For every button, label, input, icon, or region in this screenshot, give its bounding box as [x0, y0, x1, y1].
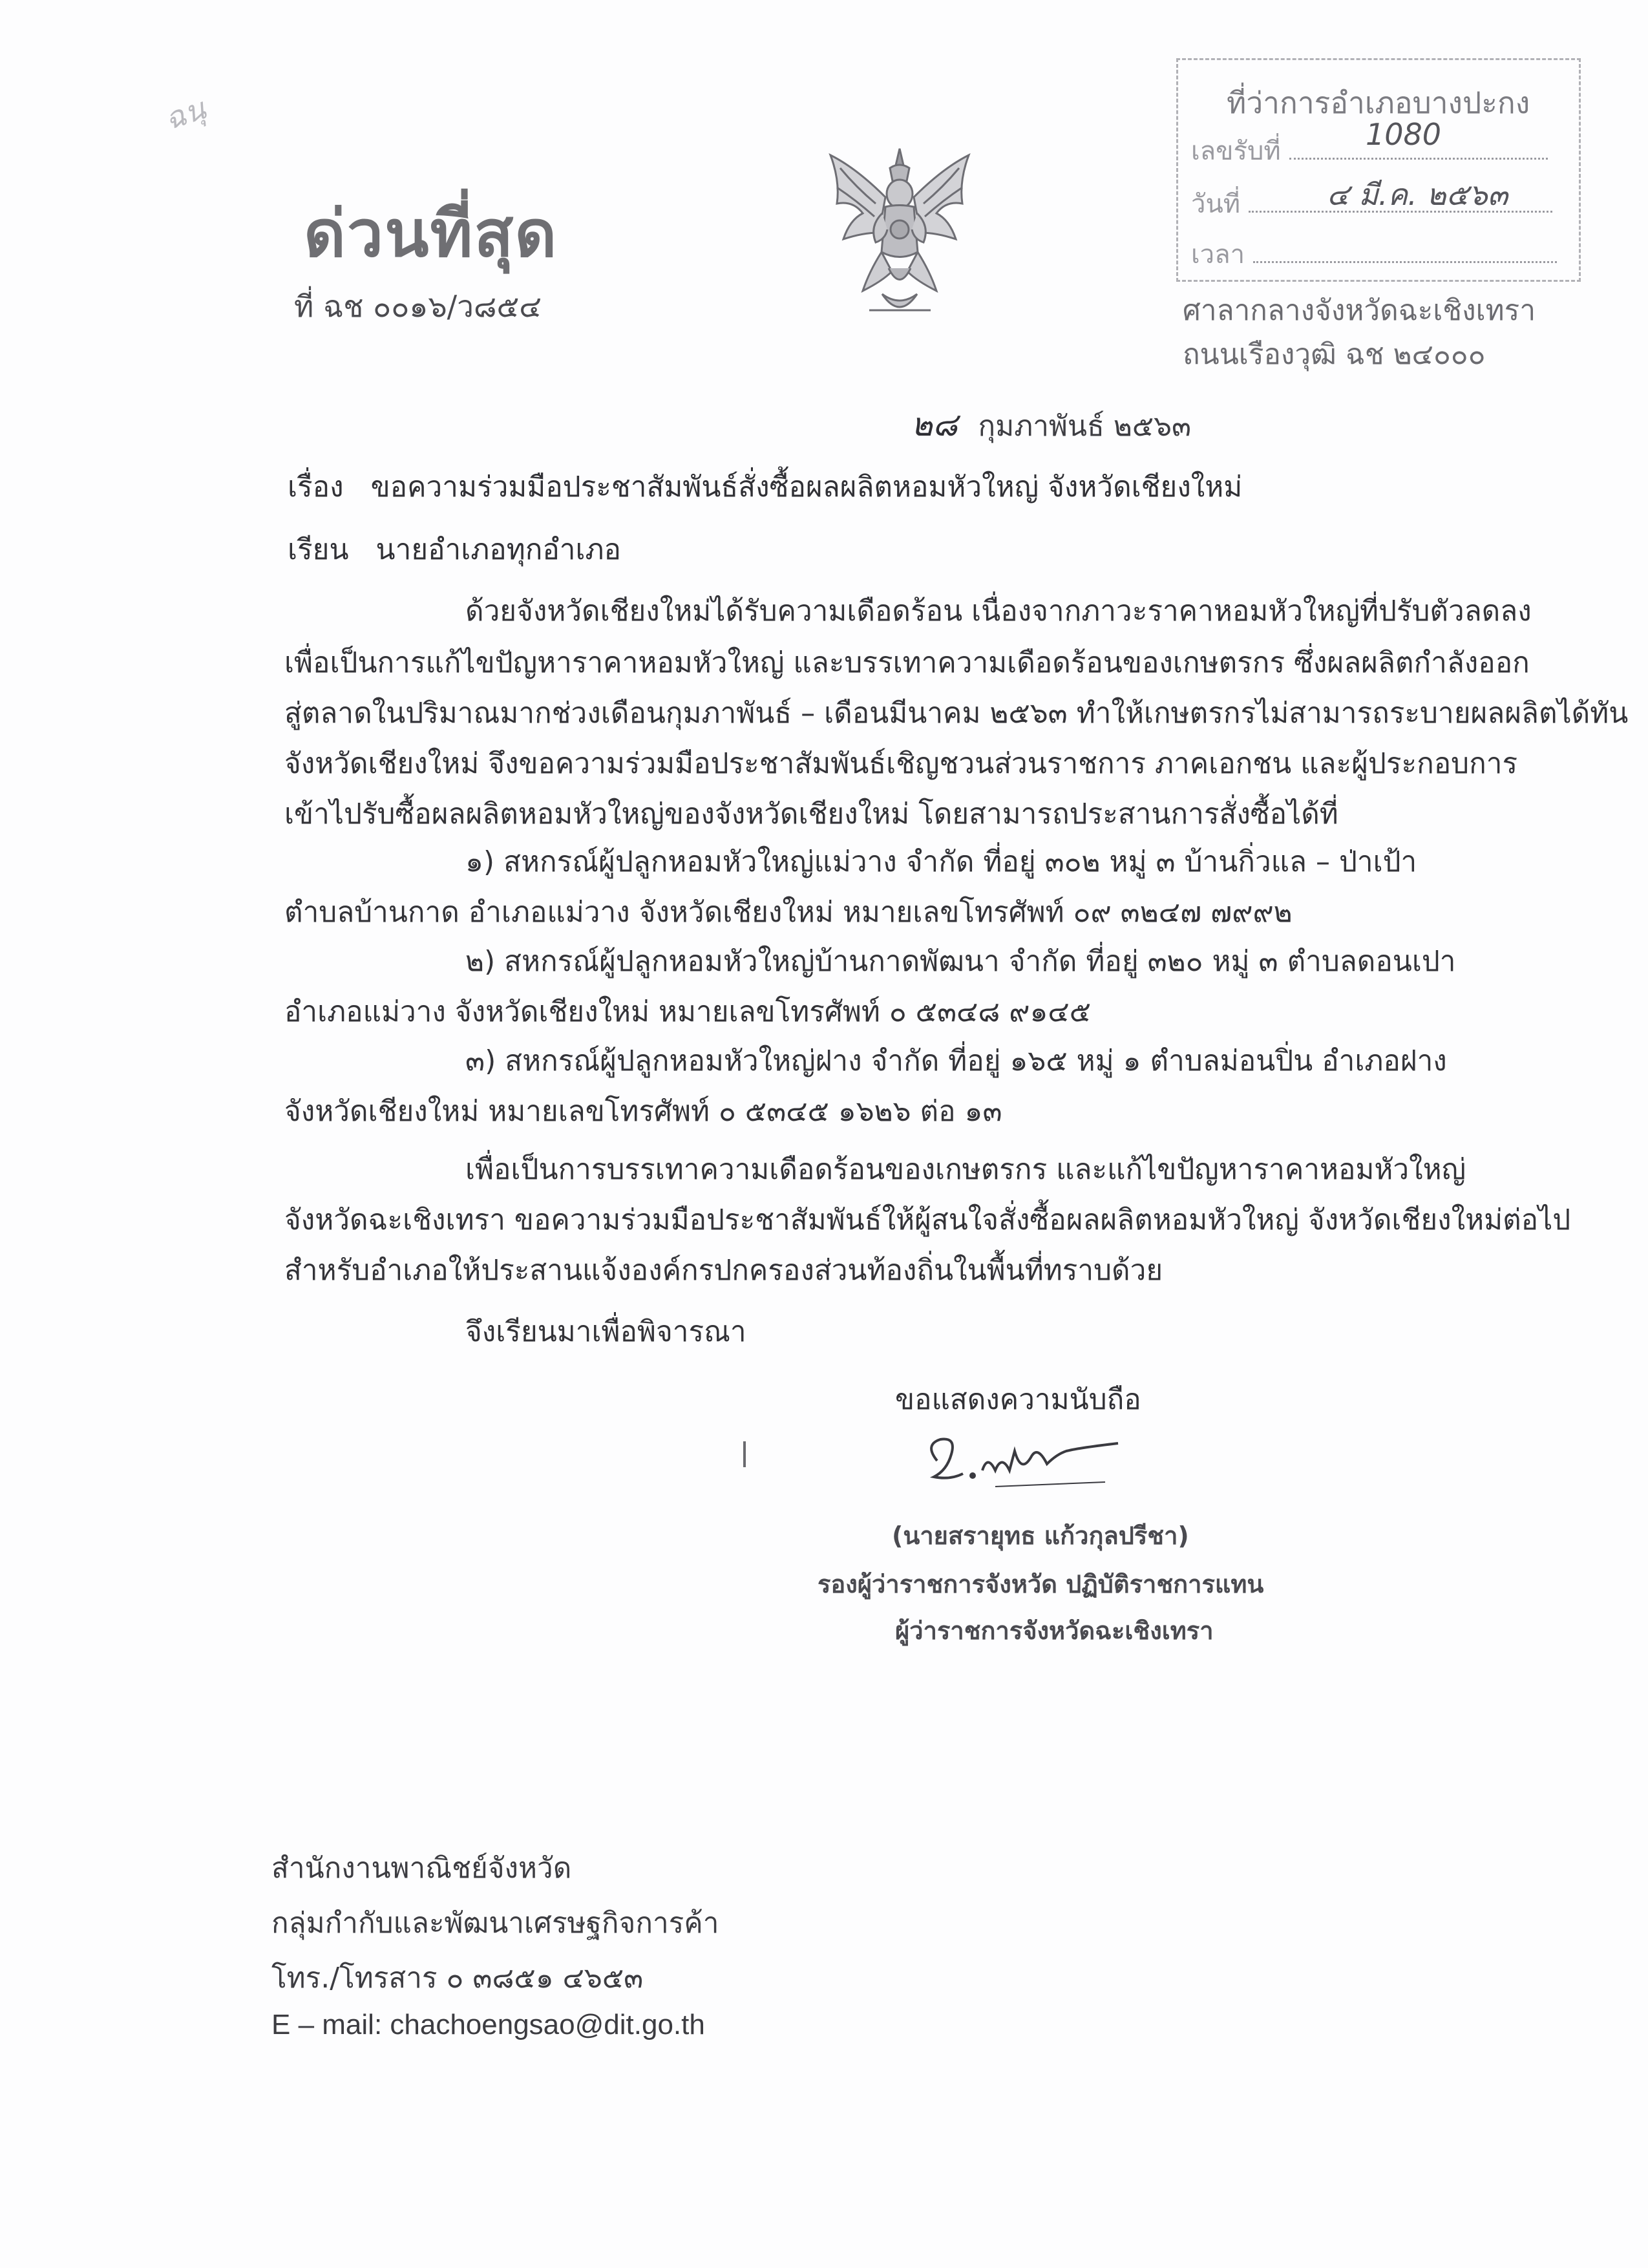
- subject-label: เรื่อง: [288, 471, 344, 503]
- stamp-office-name: ที่ว่าการอำเภอบางปะกง: [1227, 85, 1530, 120]
- handwritten-signature: [911, 1425, 1131, 1496]
- cooperative-item3-line: ๓) สหกรณ์ผู้ปลูกหอมหัวใหญ่ฝาง จำกัด ที่อยู่ ๑๖๕ หมู่ ๑ ตำบลม่อนปิ่น อำเภอฝาง: [465, 1044, 1447, 1077]
- body-paragraph1-line: เพื่อเป็นการแก้ไขปัญหาราคาหอมหัวใหญ่ และบรรเทาความเดือดร้อนของเกษตรกร ซึ่งผลผลิตกำลังออก: [284, 646, 1530, 679]
- recipient-line: [288, 527, 621, 572]
- footer-unit: กลุ่มกำกับและพัฒนาเศรษฐกิจการค้า: [271, 1907, 719, 1940]
- recipient-label: เรียน: [288, 533, 349, 566]
- stamp-date-label: วันที่: [1191, 189, 1241, 219]
- signatory-name: (นายสรายุทธ แก้วกุลปรีชา): [892, 1521, 1189, 1550]
- body-paragraph2-line: จังหวัดฉะเชิงเทรา ขอความร่วมมือประชาสัมพันธ์ให้ผู้สนใจสั่งซื้อผลผลิตหอมหัวใหญ่ จังหวัดเชียงใหม่ต่อไป: [284, 1203, 1571, 1236]
- stamp-time-label: เวลา: [1191, 240, 1245, 270]
- body-paragraph2-line: สำหรับอำเภอให้ประสานแจ้งองค์กรปกครองส่วนท้องถิ่นในพื้นที่ทราบด้วย: [284, 1254, 1163, 1287]
- footer-office: สำนักงานพาณิชย์จังหวัด: [271, 1852, 572, 1885]
- body-paragraph1-line: สู่ตลาดในปริมาณมากช่วงเดือนกุมภาพันธ์ – เดือนมีนาคม ๒๕๖๓ ทำให้เกษตรกรไม่สามารถระบายผลผลิตได้ทัน: [284, 697, 1629, 730]
- cooperative-item3-line: จังหวัดเชียงใหม่ หมายเลขโทรศัพท์ ๐ ๕๓๔๕ ๑๖๒๖ ต่อ ๑๓: [284, 1095, 1002, 1128]
- complimentary-close: ขอแสดงความนับถือ: [895, 1383, 1141, 1416]
- signatory-position-line2: ผู้ว่าราชการจังหวัดฉะเชิงเทรา: [895, 1616, 1214, 1645]
- cooperative-item1-line: ๑) สหกรณ์ผู้ปลูกหอมหัวใหญ่แม่วาง จำกัด ที่อยู่ ๓๐๒ หมู่ ๓ บ้านกิ่วแล – ป่าเป้า: [465, 845, 1417, 878]
- body-paragraph1-line: จังหวัดเชียงใหม่ จึงขอความร่วมมือประชาสัมพันธ์เชิญชวนส่วนราชการ ภาคเอกชน และผู้ประกอบการ: [284, 747, 1518, 780]
- document-number: ที่ ฉช ๐๐๑๖/ว๘๕๔: [294, 289, 542, 324]
- recipient-text: นายอำเภอทุกอำเภอ: [375, 533, 621, 566]
- garuda-emblem-icon: [818, 142, 982, 330]
- cooperative-item1-line: ตำบลบ้านกาด อำเภอแม่วาง จังหวัดเชียงใหม่ หมายเลขโทรศัพท์ ๐๙ ๓๒๔๗ ๗๙๙๒: [284, 896, 1293, 929]
- subject-text: ขอความร่วมมือประชาสัมพันธ์สั่งซื้อผลผลิตหอมหัวใหญ่ จังหวัดเชียงใหม่: [370, 471, 1243, 503]
- stamp-receive-number-value: 1080: [1366, 117, 1442, 152]
- letter-date-day: ๒๘: [911, 406, 958, 443]
- urgency-label: ด่วนที่สุด: [304, 196, 558, 271]
- stamp-date-value: ๔ มี.ค. ๒๕๖๓: [1327, 177, 1508, 212]
- stamp-time-row: [1191, 233, 1557, 275]
- subject-line: [288, 464, 1242, 509]
- body-paragraph1-line: เข้าไปรับซื้อผลผลิตหอมหัวใหญ่ของจังหวัดเชียงใหม่ โดยสามารถประสานการสั่งซื้อได้ที่: [284, 798, 1338, 831]
- sender-address-line2: ถนนเรืองวุฒิ ฉช ๒๔๐๐๐: [1183, 338, 1486, 371]
- letter-date: [911, 399, 1191, 450]
- body-paragraph1-line: ด้วยจังหวัดเชียงใหม่ได้รับความเดือดร้อน เนื่องจากภาวะราคาหอมหัวใหญ่ที่ปรับตัวลดลง: [465, 595, 1532, 628]
- footer-phone: โทร./โทรสาร ๐ ๓๘๕๑ ๔๖๕๓: [271, 1962, 644, 1995]
- cooperative-item2-line: อำเภอแม่วาง จังหวัดเชียงใหม่ หมายเลขโทรศัพท์ ๐ ๕๓๔๘ ๙๑๔๕: [284, 995, 1092, 1028]
- stamp-receive-number-label: เลขรับที่: [1191, 136, 1281, 166]
- cooperative-item2-line: ๒) สหกรณ์ผู้ปลูกหอมหัวใหญ่บ้านกาดพัฒนา จำกัด ที่อยู่ ๓๒๐ หมู่ ๓ ตำบลดอนเปา: [465, 945, 1456, 978]
- received-stamp: [1176, 58, 1581, 282]
- closing-request: จึงเรียนมาเพื่อพิจารณา: [465, 1315, 746, 1348]
- signatory-position-line1: รองผู้ว่าราชการจังหวัด ปฏิบัติราชการแทน: [818, 1570, 1264, 1598]
- sender-address-line1: ศาลากลางจังหวัดฉะเชิงเทรา: [1183, 294, 1536, 327]
- letter-date-month-year: กุมภาพันธ์ ๒๕๖๓: [978, 410, 1192, 443]
- margin-mark: [743, 1441, 746, 1467]
- corner-handwritten-mark: ฉนุ: [160, 90, 210, 137]
- body-paragraph2-line: เพื่อเป็นการบรรเทาความเดือดร้อนของเกษตรกร และแก้ไขปัญหาราคาหอมหัวใหญ่: [465, 1153, 1466, 1186]
- footer-email: E – mail: chachoengsao@dit.go.th: [271, 2009, 705, 2040]
